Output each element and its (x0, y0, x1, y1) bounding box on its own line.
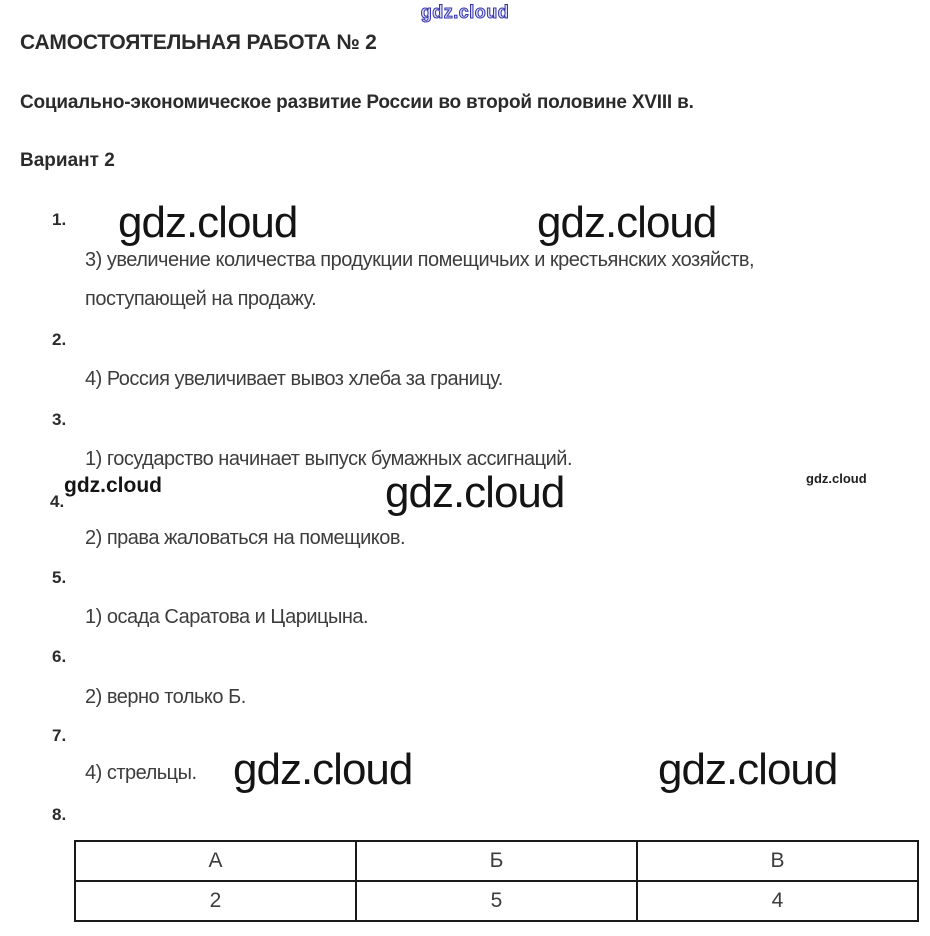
page-title: САМОСТОЯТЕЛЬНАЯ РАБОТА № 2 (20, 31, 377, 54)
answer-8-table (74, 840, 919, 922)
answer-4: 2) права жаловаться на помещиков. (85, 527, 406, 549)
watermark-q7-right: gdz.cloud (658, 745, 838, 794)
watermark-q7-left: gdz.cloud (233, 745, 413, 794)
answer-7: 4) стрельцы. (85, 762, 197, 784)
question-number-3: 3. (52, 410, 67, 429)
answer-2: 4) Россия увеличивает вывоз хлеба за границу. (85, 368, 503, 390)
table-value-cell-v: 4 (637, 881, 918, 921)
table-header-cell-v: В (637, 841, 918, 881)
question-number-2: 2. (52, 330, 67, 349)
watermark-top: gdz.cloud (420, 2, 510, 22)
question-number-7: 7. (52, 726, 67, 745)
watermark-q1-left: gdz.cloud (118, 198, 298, 247)
answer-5: 1) осада Саратова и Царицына. (85, 606, 369, 628)
question-number-4: 4. (50, 492, 65, 511)
table-header-cell-a: А (75, 841, 356, 881)
watermark-center-large: gdz.cloud (385, 468, 565, 517)
table-value-row (75, 881, 918, 921)
question-number-6: 6. (52, 647, 67, 666)
table-header-row (75, 841, 918, 881)
answer-1-line-1: 3) увеличение количества продукции помещичьих и крестьянских хозяйств, (85, 249, 755, 271)
answer-6: 2) верно только Б. (85, 686, 246, 708)
variant-label: Вариант 2 (20, 150, 115, 171)
question-number-8: 8. (52, 805, 67, 824)
answer-1-line-2: поступающей на продажу. (85, 288, 317, 310)
watermark-q1-right: gdz.cloud (537, 198, 717, 247)
answer-3: 1) государство начинает выпуск бумажных ассигнаций. (85, 448, 573, 470)
watermark-right-small: gdz.cloud (806, 471, 867, 486)
question-number-1: 1. (52, 210, 67, 229)
table-value-cell-a: 2 (75, 881, 356, 921)
watermark-left-medium: gdz.cloud (64, 474, 162, 497)
table-header-cell-b: Б (356, 841, 637, 881)
table-value-cell-b: 5 (356, 881, 637, 921)
question-number-5: 5. (52, 568, 67, 587)
page-subtitle: Социально-экономическое развитие России во второй половине XVIII в. (20, 92, 694, 113)
